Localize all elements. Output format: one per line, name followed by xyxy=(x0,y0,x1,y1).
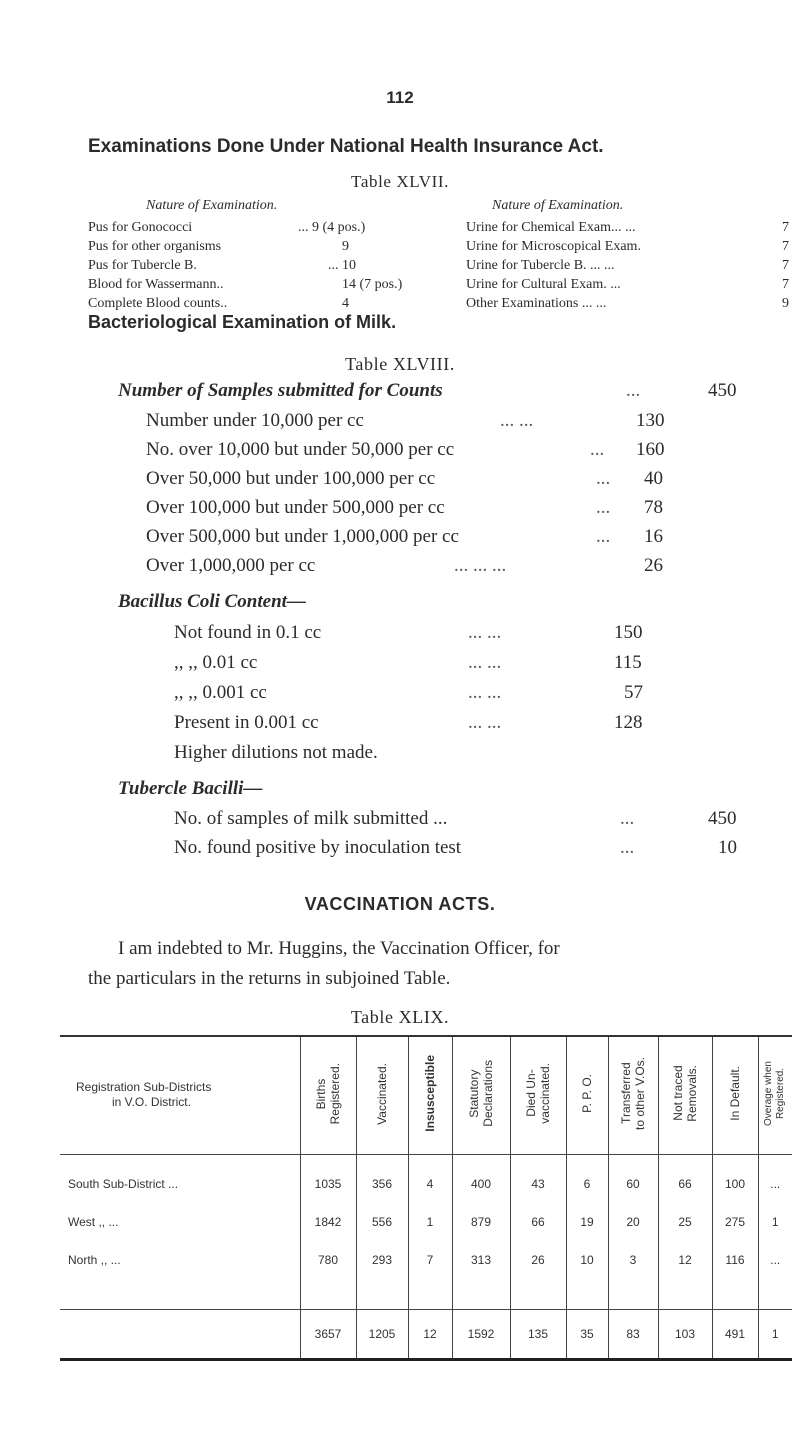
coli-value: 128 xyxy=(614,712,643,733)
col-header-vaccinated: Vaccinated. xyxy=(356,1036,408,1154)
coli-value: 150 xyxy=(614,622,643,643)
total-cell: 135 xyxy=(510,1309,566,1359)
coli-label: ,, ,, 0.01 cc xyxy=(174,652,258,673)
nhi-left-name: Complete Blood counts.. xyxy=(88,296,228,311)
coli-dots: ... ... xyxy=(468,622,502,643)
cell: 1842 xyxy=(300,1203,356,1241)
nhi-left-value: ... 9 (4 pos.) xyxy=(298,220,366,235)
nhi-left-value: 14 (7 pos.) xyxy=(342,277,403,292)
count-label: Number under 10,000 per cc xyxy=(146,410,364,431)
nhi-right-name: Urine for Tubercle B. ... ... xyxy=(466,258,615,273)
coli-dots: ... ... xyxy=(468,682,502,703)
cell: 10 xyxy=(566,1241,608,1279)
cell: 66 xyxy=(510,1203,566,1241)
tb-title: Tubercle Bacilli— xyxy=(118,778,263,799)
count-value: 160 xyxy=(636,439,665,460)
nhi-right-value: 7 xyxy=(782,220,789,235)
col-header-in-default: In Default. xyxy=(712,1036,758,1154)
cell: 20 xyxy=(608,1203,658,1241)
tb-dots: ... xyxy=(620,837,635,858)
count-label: Over 50,000 but under 100,000 per cc xyxy=(146,468,436,489)
col-header-not-traced: Not traced Removals. xyxy=(658,1036,712,1154)
count-dots: ... xyxy=(596,468,611,489)
col-header-transferred: Transferred to other V.Os. xyxy=(608,1036,658,1154)
total-cell: 1205 xyxy=(356,1309,408,1359)
cell: 1035 xyxy=(300,1154,356,1203)
cell: 19 xyxy=(566,1203,608,1241)
cell: 556 xyxy=(356,1203,408,1241)
cell: 25 xyxy=(658,1203,712,1241)
count-label: Over 100,000 but under 500,000 per cc xyxy=(146,497,445,518)
count-dots: ... xyxy=(596,526,611,547)
count-dots: ... ... ... xyxy=(454,555,507,576)
nhi-left-name: Pus for Gonococci xyxy=(88,220,193,235)
vaccination-table xyxy=(60,1035,792,1361)
coli-note: Higher dilutions not made. xyxy=(174,742,378,763)
nhi-right-value: 7 xyxy=(782,258,789,273)
coli-dots: ... ... xyxy=(468,712,502,733)
cell: 275 xyxy=(712,1203,758,1241)
cell: 6 xyxy=(566,1154,608,1203)
total-cell: 83 xyxy=(608,1309,658,1359)
nhi-left-name: Blood for Wassermann.. xyxy=(88,277,224,292)
cell: ... xyxy=(758,1241,792,1279)
col-header-statutory: Statutory Declarations xyxy=(452,1036,510,1154)
row-header-line1: Registration Sub-Districts xyxy=(76,1080,212,1095)
nhi-col-header-right: Nature of Examination. xyxy=(492,198,624,213)
total-cell: 3657 xyxy=(300,1309,356,1359)
count-dots: ... xyxy=(590,439,605,460)
table-spacer-row xyxy=(60,1279,792,1310)
tb-dots: ... xyxy=(620,808,635,829)
tb-value: 450 xyxy=(708,808,737,829)
table-totals-row xyxy=(60,1309,792,1359)
col-header-died: Died Un- vaccinated. xyxy=(510,1036,566,1154)
nhi-left-name: Pus for other organisms xyxy=(88,239,222,254)
col-header-overage: Overage when Registered. xyxy=(758,1036,792,1154)
row-header xyxy=(60,1036,300,1154)
cell: 116 xyxy=(712,1241,758,1279)
table-header-row xyxy=(60,1036,792,1154)
tb-label: No. found positive by inoculation test xyxy=(174,837,462,858)
table-xlix-label: Table XLIX. xyxy=(350,1007,450,1027)
count-value: 40 xyxy=(644,468,663,489)
count-dots: ... ... xyxy=(500,410,534,431)
nhi-left-value: 9 xyxy=(342,239,349,254)
cell: 1 xyxy=(758,1203,792,1241)
total-cell: 35 xyxy=(566,1309,608,1359)
total-cell: 1592 xyxy=(452,1309,510,1359)
nhi-left-name: Pus for Tubercle B. xyxy=(88,258,197,273)
nhi-left-value: ... 10 xyxy=(328,258,356,273)
col-header-ppo: P. P. O. xyxy=(566,1036,608,1154)
count-value: 16 xyxy=(644,526,663,547)
total-cell: 103 xyxy=(658,1309,712,1359)
coli-label: Not found in 0.1 cc xyxy=(174,622,322,643)
cell: 100 xyxy=(712,1154,758,1203)
nhi-col-header-left: Nature of Examination. xyxy=(146,198,278,213)
total-cell: 491 xyxy=(712,1309,758,1359)
table-xlviii-label: Table XLVIII. xyxy=(345,354,455,374)
vaccination-paragraph-line2: the particulars in the returns in subjoined Table. xyxy=(88,968,451,989)
table-row xyxy=(60,1154,792,1203)
row-header-line2: in V.O. District. xyxy=(112,1095,191,1110)
nhi-right-value: 9 xyxy=(782,296,789,311)
row-label: South Sub-District ... xyxy=(68,1176,179,1191)
cell: 4 xyxy=(408,1154,452,1203)
coli-title: Bacillus Coli Content— xyxy=(118,591,306,612)
total-cell: 1 xyxy=(758,1309,792,1359)
coli-value: 115 xyxy=(614,652,642,673)
nhi-right-value: 7 xyxy=(782,239,789,254)
total-cell: 12 xyxy=(408,1309,452,1359)
cell: 26 xyxy=(510,1241,566,1279)
row-label: West ,, ... xyxy=(68,1214,119,1229)
cell: 66 xyxy=(658,1154,712,1203)
table-xlvii-label: Table XLVII. xyxy=(351,172,449,191)
row-label: North ,, ... xyxy=(68,1252,121,1267)
milk-heading: Bacteriological Examination of Milk. xyxy=(88,312,397,332)
cell: 60 xyxy=(608,1154,658,1203)
samples-total: 450 xyxy=(708,380,737,401)
col-header-births: Births Registered. xyxy=(300,1036,356,1154)
cell: 3 xyxy=(608,1241,658,1279)
col-header-insusceptible: Insusceptible xyxy=(408,1036,452,1154)
nhi-right-name: Other Examinations ... ... xyxy=(466,296,607,311)
cell: ... xyxy=(758,1154,792,1203)
nhi-right-value: 7 xyxy=(782,277,789,292)
vaccination-paragraph-line1: I am indebted to Mr. Huggins, the Vaccination Officer, for xyxy=(118,938,560,959)
coli-dots: ... ... xyxy=(468,652,502,673)
nhi-left-value: 4 xyxy=(342,296,349,311)
cell: 1 xyxy=(408,1203,452,1241)
count-value: 78 xyxy=(644,497,663,518)
nhi-right-name: Urine for Microscopical Exam. xyxy=(466,239,641,254)
cell: 293 xyxy=(356,1241,408,1279)
coli-value: 57 xyxy=(624,682,643,703)
count-value: 26 xyxy=(644,555,663,576)
coli-label: ,, ,, 0.001 cc xyxy=(174,682,267,703)
cell: 7 xyxy=(408,1241,452,1279)
tb-value: 10 xyxy=(718,837,737,858)
count-label: Over 500,000 but under 1,000,000 per cc xyxy=(146,526,459,547)
vaccination-heading: VACCINATION ACTS. xyxy=(304,894,496,914)
page-number: 112 xyxy=(386,88,414,107)
samples-dots: ... xyxy=(626,380,641,401)
cell: 780 xyxy=(300,1241,356,1279)
count-dots: ... xyxy=(596,497,611,518)
table-row xyxy=(60,1203,792,1241)
nhi-right-name: Urine for Cultural Exam. ... xyxy=(466,277,621,292)
count-label: Over 1,000,000 per cc xyxy=(146,555,316,576)
cell: 400 xyxy=(452,1154,510,1203)
cell: 43 xyxy=(510,1154,566,1203)
cell: 356 xyxy=(356,1154,408,1203)
cell: 313 xyxy=(452,1241,510,1279)
samples-title: Number of Samples submitted for Counts xyxy=(118,380,443,401)
nhi-right-name: Urine for Chemical Exam... ... xyxy=(466,220,636,235)
table-row xyxy=(60,1241,792,1279)
count-label: No. over 10,000 but under 50,000 per cc xyxy=(146,439,455,460)
count-value: 130 xyxy=(636,410,665,431)
coli-label: Present in 0.001 cc xyxy=(174,712,319,733)
cell: 12 xyxy=(658,1241,712,1279)
tb-label: No. of samples of milk submitted ... xyxy=(174,808,448,829)
cell: 879 xyxy=(452,1203,510,1241)
nhi-heading: Examinations Done Under National Health Insurance Act. xyxy=(88,136,604,157)
